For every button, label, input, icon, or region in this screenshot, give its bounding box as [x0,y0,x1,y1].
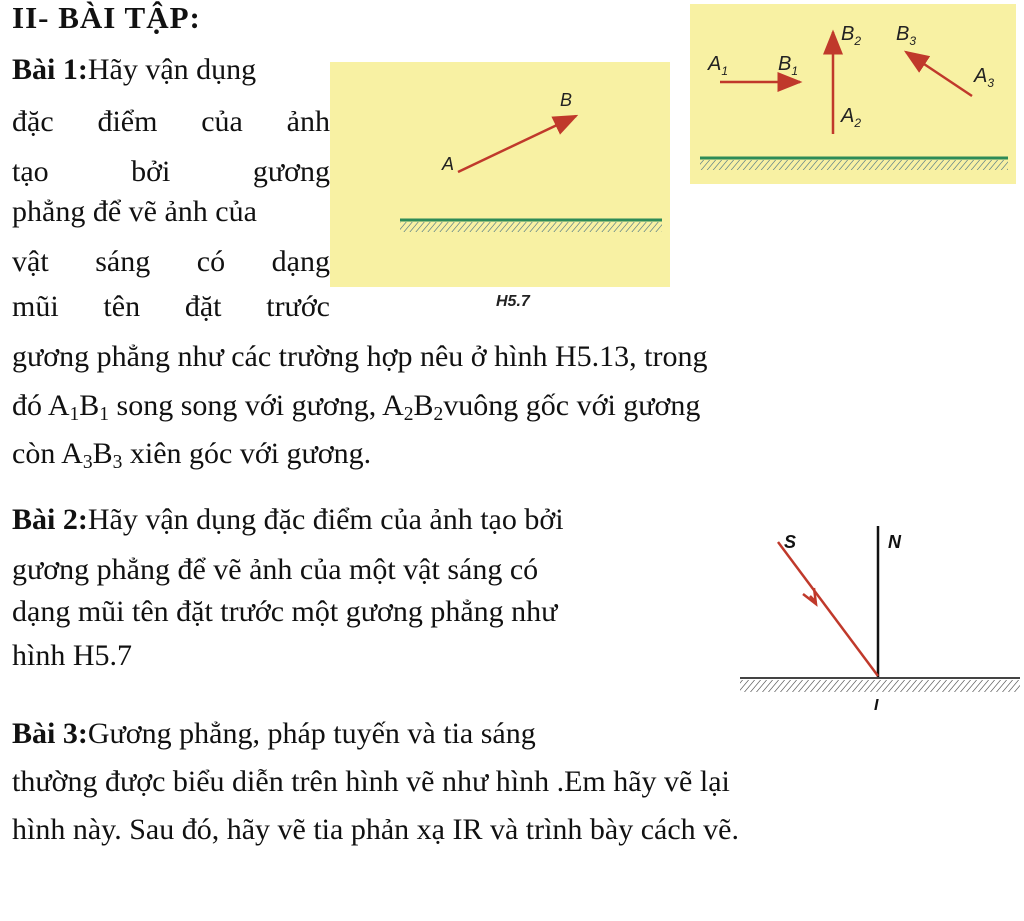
mirror-hatch [740,680,1020,692]
bai1-line-4: phẳng để vẽ ảnh của [12,195,257,228]
bai2-line-3: dạng mũi tên đặt trước một gương phẳng như [12,595,558,628]
label-a2: $A_2$ [841,105,862,130]
label-n: N [888,532,901,552]
figure-reflection [740,518,1022,718]
figure-h513-panel [690,4,1016,184]
bai3-line-3: hình này. Sau đó, hãy vẽ tia phản xạ IR và trình bày cách vẽ. [12,813,740,846]
label-b1: $B_1$ [778,53,799,78]
figure-h57-panel [330,62,670,287]
figure-h57-caption: H5.7 [496,293,530,310]
bai1-line-6: mũi tên đặt trước [12,290,330,323]
label-a3: $A_3$ [974,65,995,90]
bai1-line-9: còn $A_3B_3$ xiên góc với gương. [12,437,372,473]
bai2-line-4: hình H5.7 [12,639,132,672]
object-arrow-ab [458,116,576,172]
bai1-line-7: gương phẳng như các trường hợp nêu ở hình H5.13, trong [12,340,708,373]
bai1-line-1: Bài 1:Hãy vận dụng [12,53,257,86]
label-b2: $B_2$ [841,23,862,48]
bai3-label: Bài 3: [12,717,88,750]
bai1-label: Bài 1: [12,53,88,86]
arrow-a3b3 [906,52,972,96]
label-i: I [874,697,879,714]
bai3-line-1: Bài 3:Gương phẳng, pháp tuyến và tia sáng [12,717,536,750]
mirror-hatch [400,222,662,232]
label-b: B [560,90,573,110]
bai1-line-2: đặc điểm của ảnh [12,105,330,138]
label-b3: $B_3$ [896,23,917,48]
bai2-label: Bài 2: [12,503,88,536]
label-a1: $A_1$ [708,53,729,78]
bai2-line-1: Bài 2:Hãy vận dụng đặc điểm của ảnh tạo bởi [12,503,564,536]
section-title: II- BÀI TẬP: [12,0,201,35]
incident-ray [778,542,878,676]
mirror-hatch [700,160,1008,170]
label-s: S [784,532,797,552]
bai1-line-3: tạo bởi gương [12,155,330,188]
bai1-line-5: vật sáng có dạng [12,245,330,278]
bai2-line-2: gương phẳng để vẽ ảnh của một vật sáng có [12,553,539,586]
label-a: A [442,154,455,174]
bai1-line-8: đó $A_1B_1$ song song với gương, $A_2B_2vuông$ gốc với gương [12,389,701,425]
bai3-line-2: thường được biểu diễn trên hình vẽ như hình .Em hãy vẽ lại [12,765,730,798]
figure-h57 [330,62,670,287]
figure-h513 [690,4,1016,184]
